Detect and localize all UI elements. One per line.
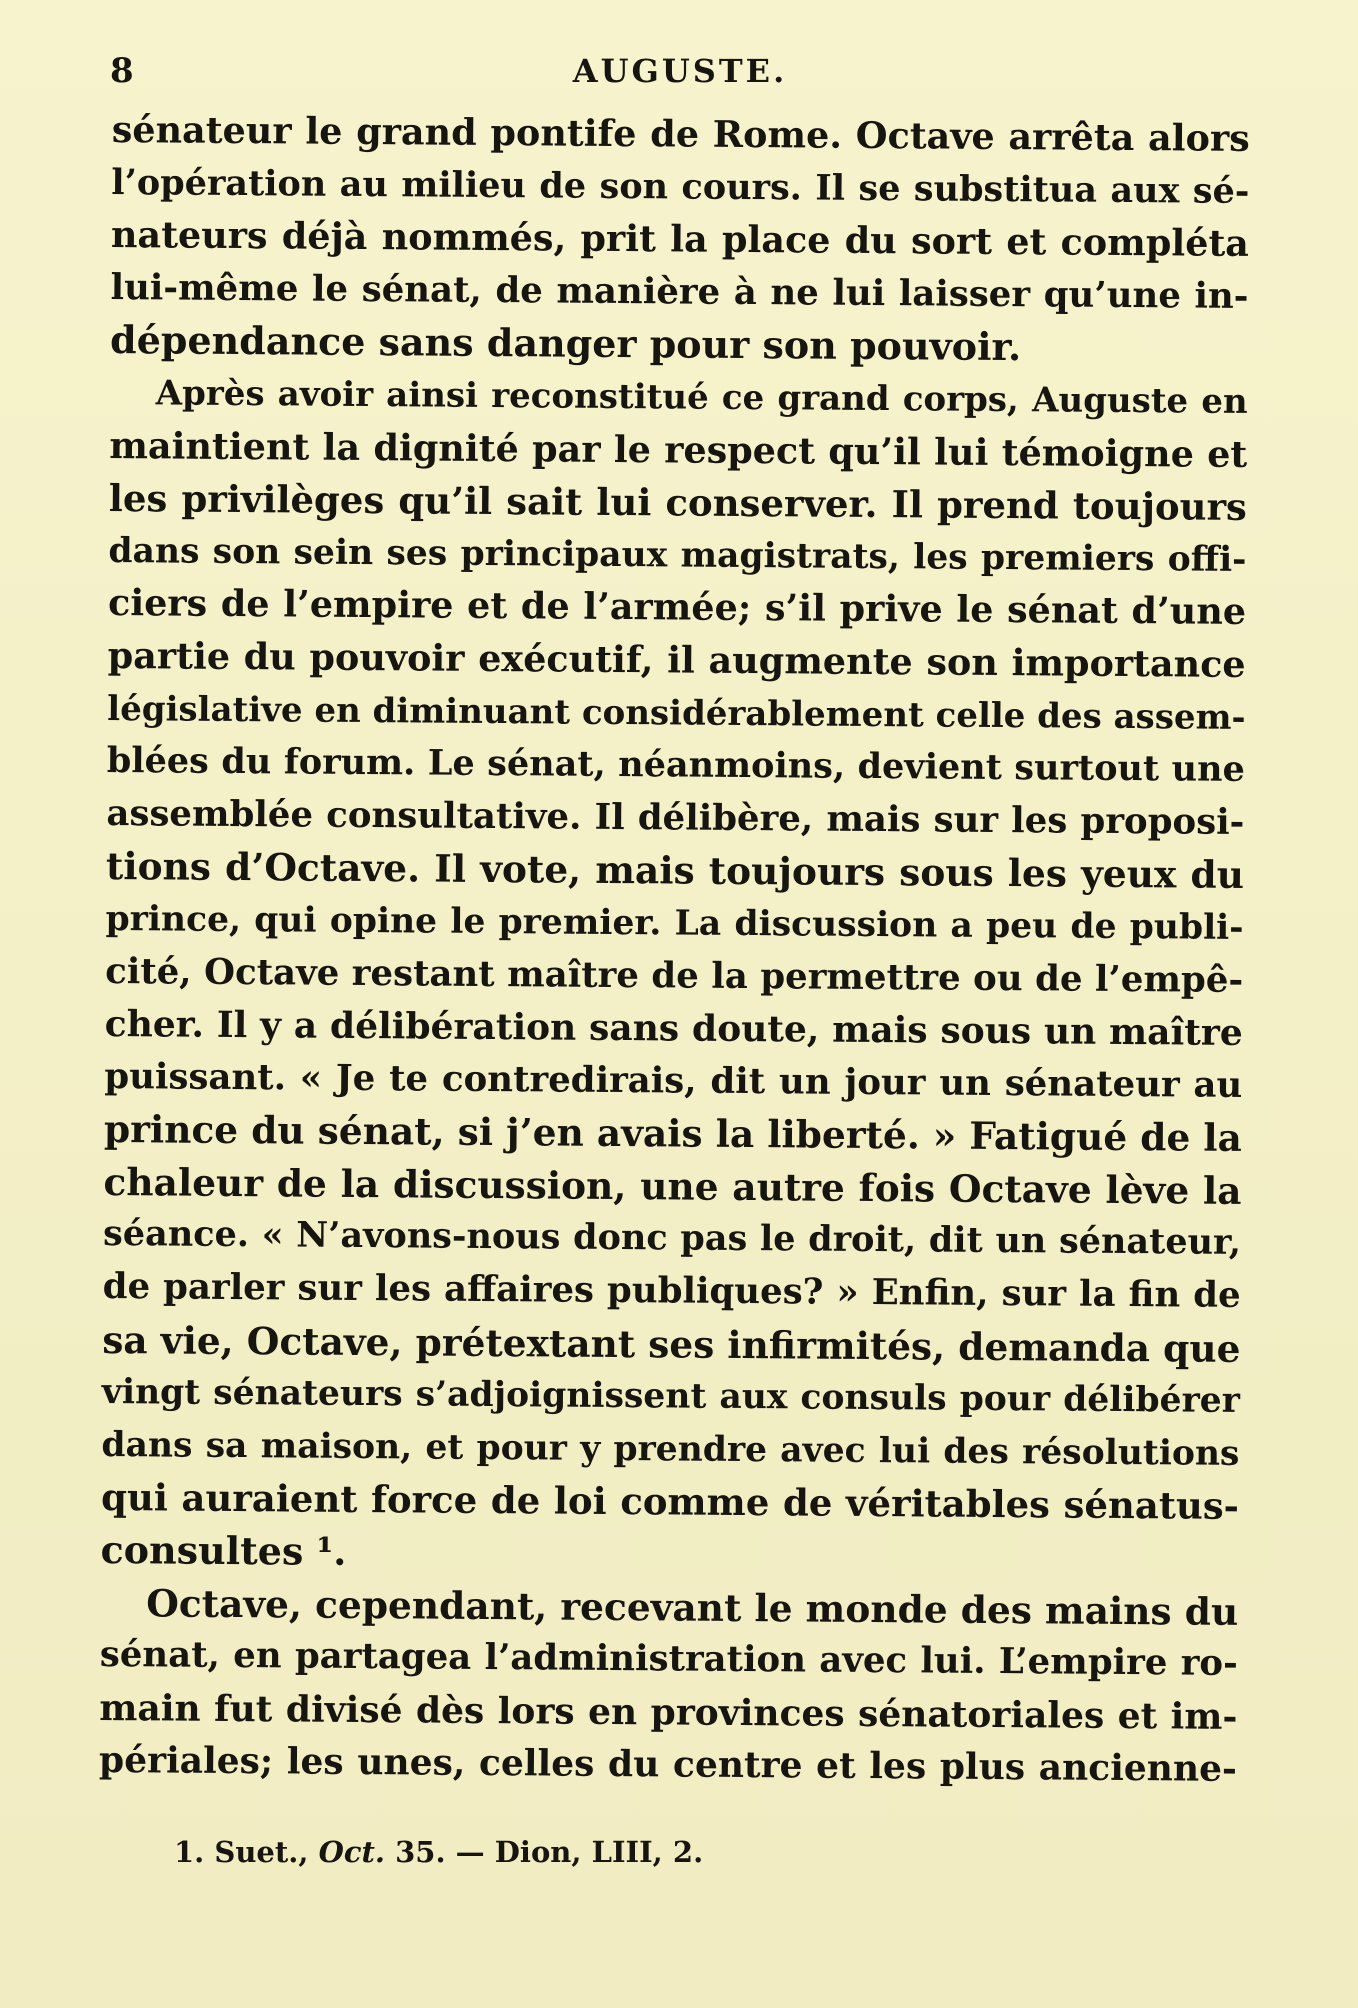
text-line: sénat, en partagea l’administration avec lui. L’empire ro- (99, 1634, 1238, 1685)
text-line: les privilèges qu’il sait lui conserver. Il prend toujours (108, 476, 1248, 530)
footnote-author-2: Dion, (494, 1835, 582, 1869)
footnote-number: 1. (174, 1835, 205, 1869)
footnote (174, 1832, 703, 1872)
footnote-reference: 35. — (395, 1835, 485, 1869)
text-line: qui auraient force de loi comme de véritables sénatus- (100, 1475, 1240, 1529)
text-line: main fut divisé dès lors en provinces sénatoriales et im- (99, 1686, 1238, 1738)
text-line: Après avoir ainsi reconstitué ce grand corps, Auguste en (155, 373, 1248, 422)
text-line: prince, qui opine le premier. La discussion a peu de publi- (105, 898, 1244, 948)
text-line: de parler sur les affaires publiques? » Enfin, sur la fin de (102, 1266, 1241, 1316)
page-header (110, 46, 1250, 96)
text-line: séance. « N’avons-nous donc pas le droit, dit un sénateur, (102, 1213, 1242, 1264)
footnote-book: LIII, (591, 1835, 663, 1869)
text-line: sénateur le grand pontife de Rome. Octave arrêta alors (111, 107, 1250, 160)
text-line: lui-même le sénat, de manière à ne lui laisser qu’une in- (110, 266, 1249, 317)
text-line: législative en diminuant considérablement celle des assem- (107, 688, 1246, 738)
text-line: l’opération au milieu de son cours. Il se substitua aux sé- (111, 161, 1250, 212)
page-number: 8 (110, 51, 134, 91)
text-line: nateurs déjà nommés, prit la place du sort et compléta (110, 213, 1250, 266)
text-line: partie du pouvoir exécutif, il augmente son importance (107, 633, 1246, 686)
text-line: cité, Octave restant maître de la permettre ou de l’empê- (105, 950, 1244, 1001)
text-line: assemblée consultative. Il délibère, mais sur les proposi- (106, 792, 1245, 843)
text-line: dépendance sans danger pour son pouvoir. (109, 317, 1022, 370)
text-line: cher. Il y a délibération sans doute, mais sous un maître (104, 1003, 1243, 1055)
body-text (99, 104, 1250, 1796)
text-line: puissant. « Je te contredirais, dit un jour un sénateur au (104, 1055, 1243, 1106)
running-title: AUGUSTE. (572, 52, 788, 90)
text-line: prince du sénat, si j’en avais la liberté. » Fatigué de la (103, 1107, 1243, 1161)
text-line: maintient la dignité par le respect qu’il lui témoigne et (109, 423, 1248, 476)
text-line: Octave, cependant, recevant le monde des mains du (146, 1580, 1239, 1634)
text-line: consultes ¹. (100, 1526, 347, 1574)
text-line: ciers de l’empire et de l’armée; s’il prive le sénat d’une (107, 581, 1247, 634)
footnote-author: Suet., (214, 1835, 309, 1869)
text-line: chaleur de la discussion, une autre fois Octave lève la (103, 1159, 1242, 1213)
footnote-work: Oct. (318, 1835, 385, 1869)
footnote-reference-2: 2. (672, 1835, 704, 1869)
text-line: vingt sénateurs s’adjoignissent aux consuls pour délibérer (101, 1372, 1241, 1422)
text-line: tions d’Octave. Il vote, mais toujours sous les yeux du (105, 844, 1245, 898)
text-line: dans son sein ses principaux magistrats, les premiers offi- (108, 530, 1247, 580)
text-line: périales; les unes, celles du centre et les plus ancienne- (98, 1739, 1238, 1791)
text-line: dans sa maison, et pour y prendre avec lui des résolutions (101, 1424, 1240, 1474)
text-line: sa vie, Octave, prétextant ses infirmités, demanda que (102, 1317, 1241, 1371)
text-line: blées du forum. Le sénat, néanmoins, devient surtout une (106, 740, 1245, 791)
